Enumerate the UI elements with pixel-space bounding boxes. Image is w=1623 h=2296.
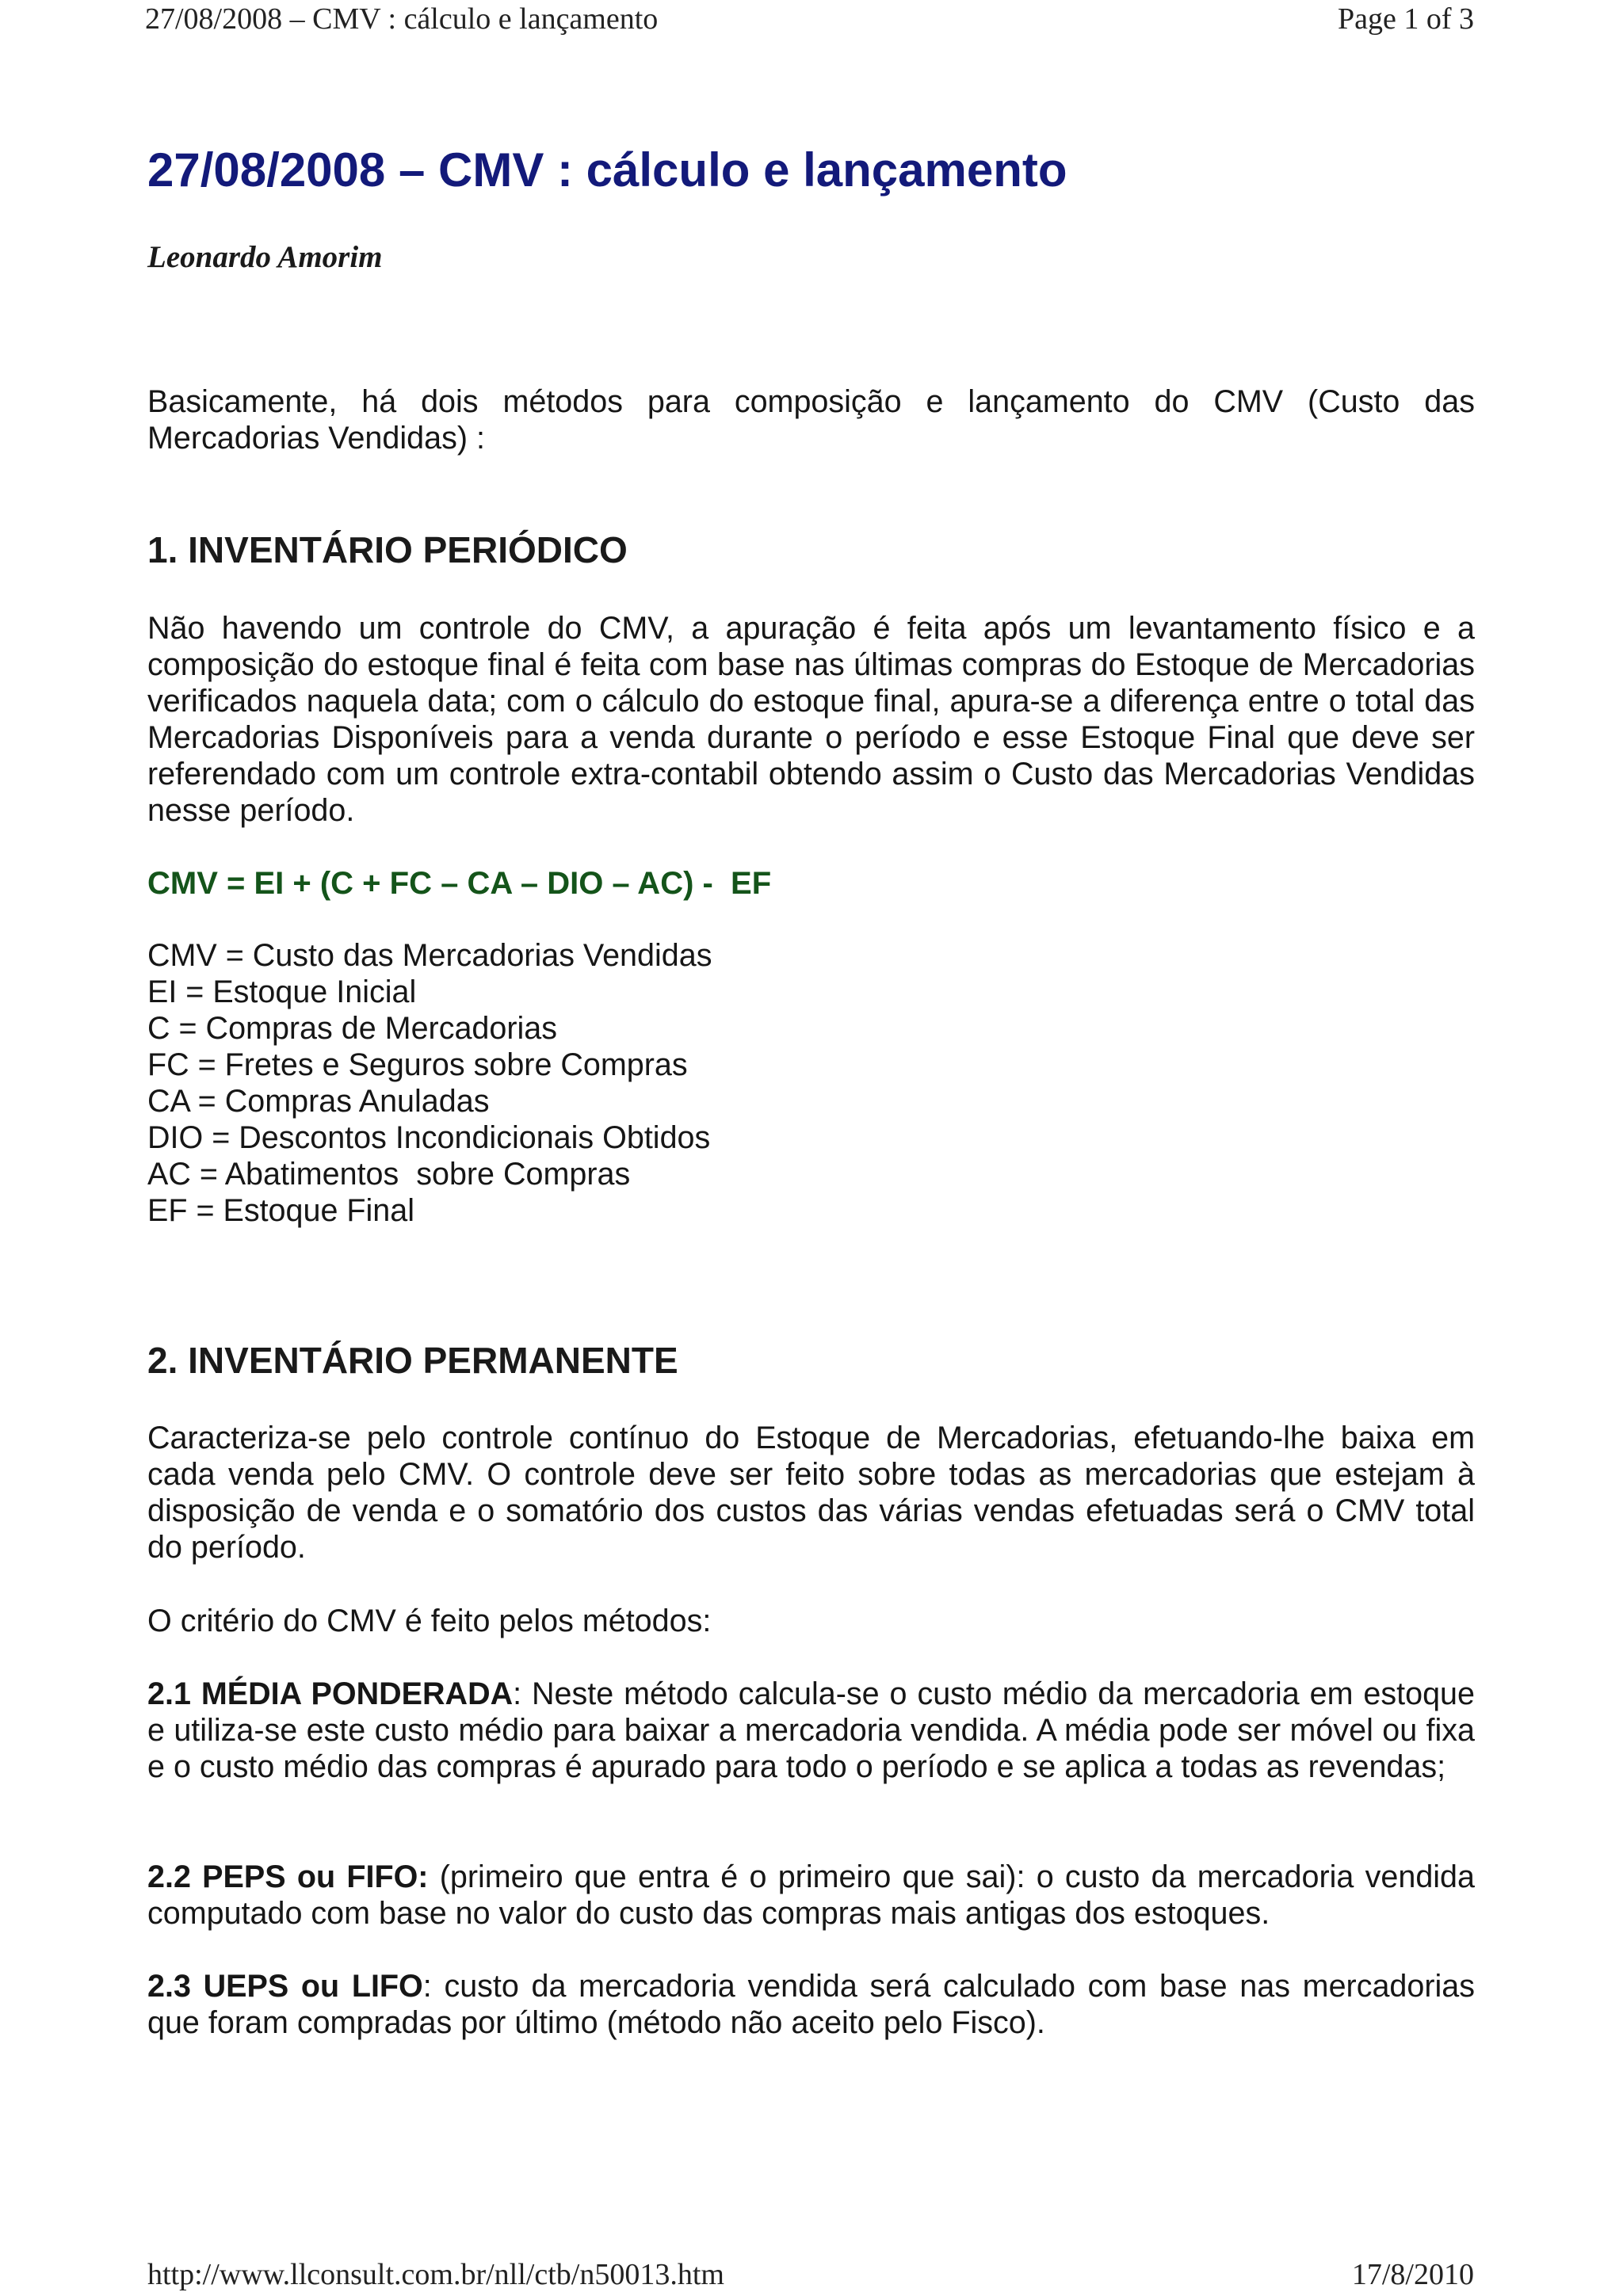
print-date: 17/8/2010 [1351, 2258, 1474, 2291]
definition-item: DIO = Descontos Incondicionais Obtidos [147, 1120, 711, 1155]
page-header [0, 0, 1623, 48]
definition-item: CMV = Custo das Mercadorias Vendidas [147, 938, 712, 973]
section-1-paragraph: Não havendo um controle do CMV, a apuração é feita após um levantamento físico e a composição do estoque final é feita com base nas últimas compras do Estoque de Mercadorias verificados naquela data; com o cálculo do estoque final, apura-se a diferença entre o total das Mercadorias Disponíveis para a venda durante o período e esse Estoque Final que deve ser referendado com um controle extra-contabil obtendo assim o Custo das Mercadorias Vendidas nesse período. [147, 611, 1475, 828]
author-name: Leonardo Amorim [147, 240, 383, 274]
section-2-paragraph: Caracteriza-se pelo controle contínuo do Estoque de Mercadorias, efetuando-lhe baixa em cada venda pelo CMV. O controle deve ser feito sobre todas as mercadorias que estejam à disposição de venda e o somatório dos custos das várias vendas efetuadas será o CMV total do período. [147, 1421, 1475, 1565]
method-2-1-text: : Neste método calcula-se o custo médio da mercadoria em estoque e utiliza-se este custo médio para baixar a mercadoria vendida. A média pode ser móvel ou fixa e o custo médio das compras é apurado para todo o período e se aplica a todas as revendas; [147, 1676, 1475, 1784]
method-2-2-label: 2.2 PEPS ou FIFO: [147, 1859, 429, 1894]
page-title: 27/08/2008 – CMV : cálculo e lançamento [147, 143, 1067, 196]
page-footer [0, 2254, 1623, 2296]
definition-item: C = Compras de Mercadorias [147, 1011, 557, 1046]
definition-item: FC = Fretes e Seguros sobre Compras [147, 1047, 688, 1082]
definition-item: CA = Compras Anuladas [147, 1084, 490, 1119]
method-2-3-label: 2.3 UEPS ou LIFO [147, 1969, 423, 2004]
definitions-list [147, 937, 712, 1229]
definition-item: EI = Estoque Inicial [147, 974, 417, 1009]
source-url: http://www.llconsult.com.br/nll/ctb/n50013.htm [147, 2258, 724, 2291]
criteria-paragraph: O critério do CMV é feito pelos métodos: [147, 1604, 712, 1638]
definition-item: AC = Abatimentos sobre Compras [147, 1157, 631, 1192]
method-2-3-text: : custo da mercadoria vendida será calculado com base nas mercadorias que foram compradas por último (método não aceito pelo Fisco). [147, 1969, 1476, 2040]
section-1-heading: 1. INVENTÁRIO PERIÓDICO [147, 529, 628, 570]
method-2-3-paragraph [147, 1968, 1475, 2041]
definition-item: EF = Estoque Final [147, 1193, 415, 1228]
intro-paragraph: Basicamente, há dois métodos para composição e lançamento do CMV (Custo das Mercadorias Vendidas) : [147, 384, 1475, 456]
method-2-2-paragraph [147, 1859, 1475, 1932]
method-2-2-text: (primeiro que entra é o primeiro que sai): o custo da mercadoria vendida computado com base no valor do custo das compras mais antigas dos estoques. [147, 1859, 1475, 1931]
method-2-1-label: 2.1 MÉDIA PONDERADA [147, 1676, 514, 1711]
method-2-1-paragraph [147, 1676, 1475, 1785]
header-title: 27/08/2008 – CMV : cálculo e lançamento [145, 2, 659, 36]
cmv-formula: CMV = EI + (C + FC – CA – DIO – AC) - EF [147, 866, 772, 901]
section-2-heading: 2. INVENTÁRIO PERMANENTE [147, 1340, 678, 1381]
page-number: Page 1 of 3 [1337, 2, 1474, 36]
